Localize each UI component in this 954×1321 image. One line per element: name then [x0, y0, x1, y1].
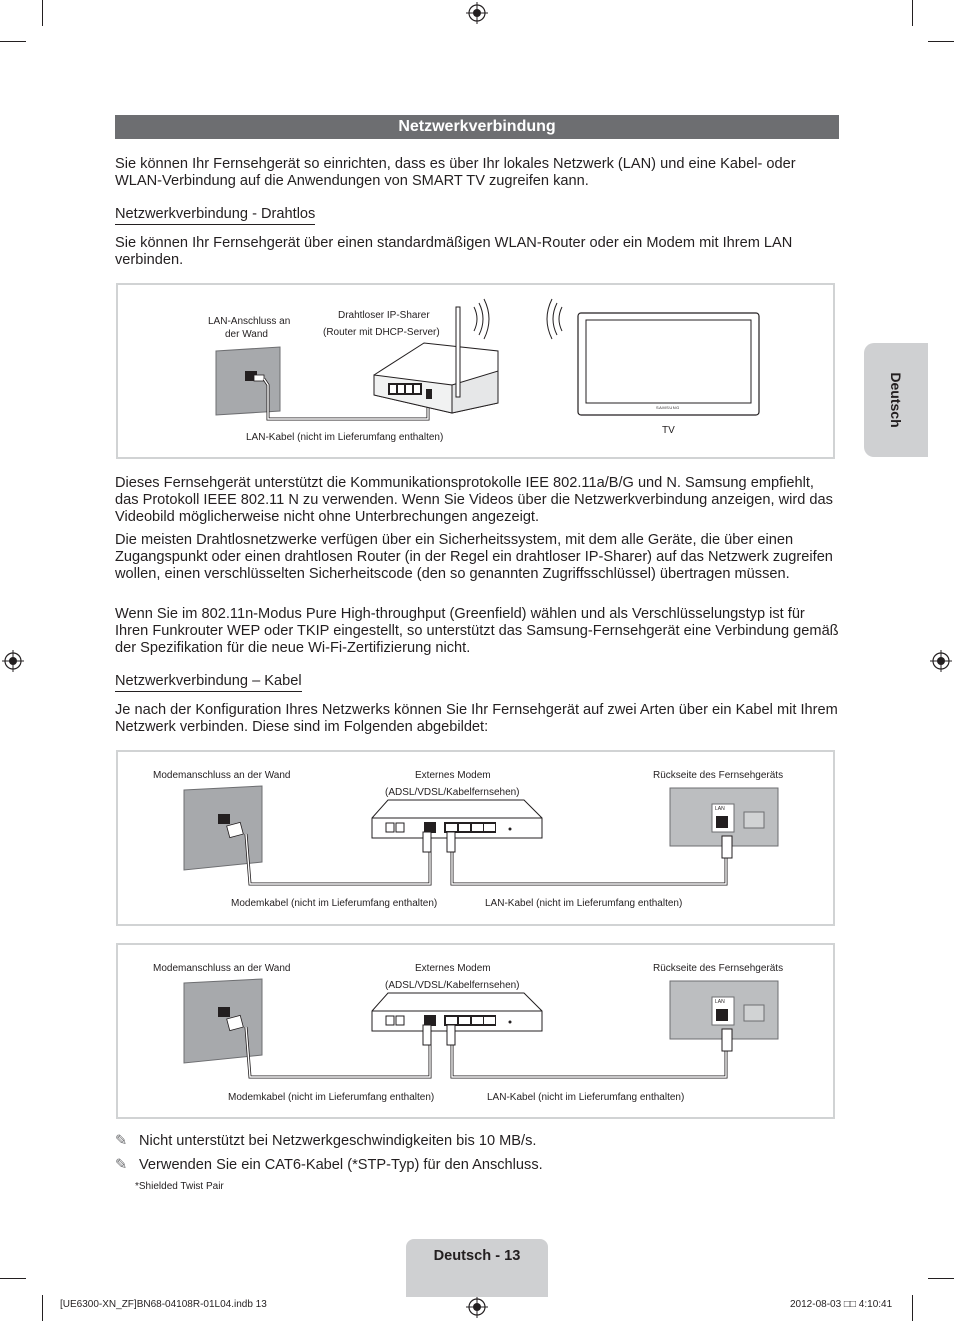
lan-port-label: LAN — [715, 999, 725, 1005]
registration-mark-icon — [2, 650, 24, 672]
wall-socket-label-line1: LAN-Anschluss an — [208, 316, 291, 327]
modem-label-line2: (ADSL/VDSL/Kabelfernsehen) — [385, 980, 520, 991]
modem-label-line1: Externes Modem — [415, 770, 491, 781]
lan-cable-label: LAN-Kabel (nicht im Lieferumfang enthalten) — [485, 898, 683, 909]
tv-brand-logo: SAMSUNG — [656, 405, 680, 410]
pencil-note-icon: ✎ — [115, 1157, 128, 1173]
footer-timestamp: 2012-08-03 □□ 4:10:41 — [790, 1299, 893, 1310]
registration-mark-icon — [466, 1296, 488, 1318]
tv-back-label: Rückseite des Fernsehgeräts — [653, 770, 784, 781]
protocol-paragraph: Dieses Fernsehgerät unterstützt die Kommunikationsprotokolle IEE 802.11a/B/G und N. Samsung empfiehlt, das Protokoll IEEE 802.11 N zu verwenden. Wenn Sie Videos über die Netzwerkverbindung anzeigen, wird das Videobild möglicherweise nicht ohne Unterbrechungen angezeigt. — [115, 475, 833, 525]
wired-text: Je nach der Konfiguration Ihres Netzwerks können Sie Ihr Fernsehgerät auf zwei Arten über ein Kabel mit Ihrem Netzwerk verbinden. Diese sind im Folgenden abgebildet: — [115, 702, 838, 735]
tv-back-label: Rückseite des Fernsehgeräts — [653, 963, 784, 974]
crop-mark — [42, 1295, 43, 1321]
wired-diagram-2 — [116, 943, 835, 1119]
section-title: Netzwerkverbindung — [115, 115, 839, 139]
crop-mark — [928, 1278, 954, 1279]
modem-label-line2: (ADSL/VDSL/Kabelfernsehen) — [385, 787, 520, 798]
language-side-tab — [864, 343, 928, 457]
registration-mark-icon — [466, 2, 488, 24]
crop-mark — [0, 1278, 26, 1279]
pencil-note-icon: ✎ — [115, 1133, 128, 1149]
wireless-diagram — [116, 283, 835, 459]
modem-cable-label: Modemkabel (nicht im Lieferumfang enthalten) — [231, 898, 438, 909]
wired-diagram-1 — [116, 750, 835, 926]
language-side-tab-label: Deutsch — [888, 372, 904, 428]
wireless-text: Sie können Ihr Fernsehgerät über einen standardmäßigen WLAN-Router oder ein Modem mit Ihrem LAN verbinden. — [115, 235, 793, 268]
note-item — [115, 1132, 536, 1150]
footer-file-info: [UE6300-XN_ZF]BN68-04108R-01L04.indb 13 — [60, 1299, 267, 1310]
note-text: Nicht unterstützt bei Netzwerkgeschwindigkeiten bis 10 MB/s. — [139, 1133, 537, 1149]
page-number: Deutsch - 13 — [406, 1239, 548, 1297]
crop-mark — [912, 1295, 913, 1321]
crop-mark — [928, 41, 954, 42]
modem-label-line1: Externes Modem — [415, 963, 491, 974]
lan-cable-label: LAN-Kabel (nicht im Lieferumfang enthalten) — [487, 1092, 685, 1103]
intro-text: Sie können Ihr Fernsehgerät so einrichten, dass es über Ihr lokales Netzwerk (LAN) und eine Kabel- oder WLAN-Verbindung auf die Anwendungen von SMART TV zugreifen kann. — [115, 156, 796, 189]
crop-mark — [42, 0, 43, 26]
lan-port-label: LAN — [715, 806, 725, 812]
greenfield-paragraph: Wenn Sie im 802.11n-Modus Pure High-throughput (Greenfield) wählen und als Verschlüsselungstyp ist für Ihren Funkrouter WEP oder TKIP eingestellt, so unterstützt das Samsung-Fernsehgerät eine Verbindung gemäß der Spezifikation für die neue Wi-Fi-Zertifizierung nicht. — [115, 606, 839, 656]
note-text: Verwenden Sie ein CAT6-Kabel (*STP-Typ) für den Anschluss. — [139, 1157, 543, 1173]
wireless-heading: Netzwerkverbindung - Drahtlos — [115, 205, 315, 225]
tv-label: TV — [662, 425, 675, 436]
modem-cable-label: Modemkabel (nicht im Lieferumfang enthalten) — [228, 1092, 435, 1103]
security-paragraph: Die meisten Drahtlosnetzwerke verfügen über ein Sicherheitssystem, mit dem alle Geräte, die über einen Zugangspunkt oder einen drahtlosen Router (in der Regel ein drahtloser IP-Sharer) auf das Netzwerk zugreifen wollen, einen verschlüsselten Sicherheitscode (den so genannten Zugriffsschlüssel) übertragen müssen. — [115, 532, 833, 582]
registration-mark-icon — [930, 650, 952, 672]
router-label-line2: (Router mit DHCP-Server) — [323, 327, 440, 338]
note-item — [115, 1156, 543, 1174]
router-label-line1: Drahtloser IP-Sharer — [338, 310, 430, 321]
lan-cable-label: LAN-Kabel (nicht im Lieferumfang enthalten) — [246, 432, 444, 443]
wall-socket-label-line2: der Wand — [225, 329, 268, 340]
footnote: *Shielded Twist Pair — [135, 1181, 224, 1192]
wall-socket-label: Modemanschluss an der Wand — [153, 963, 291, 974]
wall-socket-label: Modemanschluss an der Wand — [153, 770, 291, 781]
crop-mark — [0, 41, 26, 42]
crop-mark — [912, 0, 913, 26]
wired-heading: Netzwerkverbindung – Kabel — [115, 672, 302, 692]
wireless-diagram-graphic — [118, 285, 833, 457]
